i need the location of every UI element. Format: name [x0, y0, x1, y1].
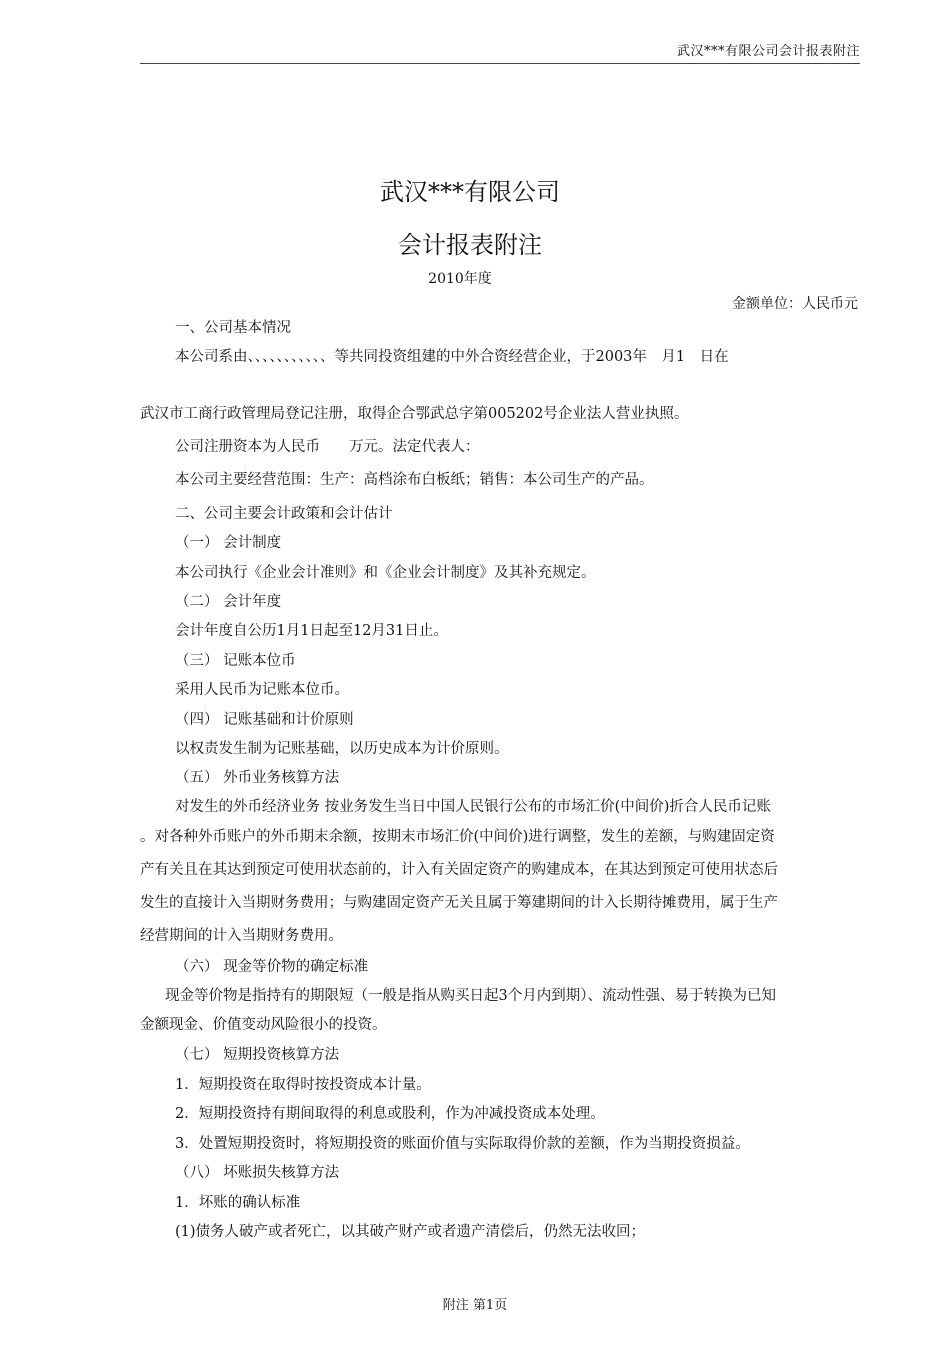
paragraph-line: 。对各种外币账户的外币期末余额，按期末市场汇价(中间价)进行调整，发生的差额，与购建固定资 — [140, 829, 775, 845]
paragraph-line: 本公司系由、、、、、、、、、、、等共同投资组建的中外合资经营企业，于2003年 月1 日在 — [175, 349, 729, 365]
paragraph-line: 金额现金、价值变动风险很小的投资。 — [140, 1017, 387, 1033]
running-header: 武汉***有限公司会计报表附注 — [676, 44, 860, 59]
list-item: 1．短期投资在取得时按投资成本计量。 — [175, 1077, 431, 1093]
document-title: 会计报表附注 — [398, 231, 542, 259]
paragraph-line: 本公司主要经营范围：生产：高档涂布白板纸；销售：本公司生产的产品。 — [175, 472, 654, 488]
paragraph-line: 对发生的外币经济业务 按业务发生当日中国人民银行公布的市场汇价(中间价)折合人民币记账 — [175, 799, 771, 815]
page-footer: 附注 第1页 — [442, 1298, 508, 1313]
company-title: 武汉***有限公司 — [380, 178, 560, 206]
header-rule — [140, 63, 860, 64]
subsection-heading: （四） 记账基础和计价原则 — [175, 712, 354, 728]
paragraph-line: 武汉市工商行政管理局登记注册，取得企合鄂武总字第005202号企业法人营业执照。 — [140, 406, 689, 422]
list-item: 3．处置短期投资时，将短期投资的账面价值与实际取得价款的差额，作为当期投资损益。 — [175, 1136, 750, 1152]
list-item: 1．坏账的确认标准 — [175, 1195, 301, 1211]
subsection-heading: （二） 会计年度 — [175, 594, 282, 610]
paragraph-line: 发生的直接计入当期财务费用；与购建固定资产无关且属于筹建期间的计入长期待摊费用，属于生产 — [140, 895, 778, 911]
fiscal-year: 2010年度 — [428, 271, 492, 287]
section-heading: 一、公司基本情况 — [175, 320, 291, 336]
currency-unit: 金额单位：人民币元 — [732, 296, 858, 312]
paragraph-line: 产有关且在其达到预定可使用状态前的，计入有关固定资产的购建成本，在其达到预定可使用状态后 — [140, 862, 778, 878]
section-heading: 二、公司主要会计政策和会计估计 — [175, 506, 393, 522]
paragraph-line: 会计年度自公历1月1日起至12月31日止。 — [175, 623, 448, 639]
subsection-heading: （八） 坏账损失核算方法 — [175, 1165, 340, 1181]
subsection-heading: （五） 外币业务核算方法 — [175, 770, 340, 786]
list-item: 2．短期投资持有期间取得的利息或股利，作为冲减投资成本处理。 — [175, 1106, 605, 1122]
subsection-heading: （七） 短期投资核算方法 — [175, 1047, 340, 1063]
subsection-heading: （一） 会计制度 — [175, 535, 282, 551]
list-item: (1)债务人破产或者死亡，以其破产财产或者遗产清偿后，仍然无法收回； — [175, 1224, 646, 1240]
subsection-heading: （六） 现金等价物的确定标准 — [175, 959, 369, 975]
paragraph-line: 本公司执行《企业会计准则》和《企业会计制度》及其补充规定。 — [175, 565, 596, 581]
paragraph-line: 经营期间的计入当期财务费用。 — [140, 928, 343, 944]
paragraph-line: 现金等价物是指持有的期限短（一般是指从购买日起3个月内到期）、流动性强、易于转换为已知 — [165, 988, 776, 1004]
paragraph-line: 以权责发生制为记账基础，以历史成本为计价原则。 — [175, 741, 509, 757]
paragraph-line: 公司注册资本为人民币 万元。法定代表人： — [175, 439, 480, 455]
subsection-heading: （三） 记账本位币 — [175, 653, 296, 669]
paragraph-line: 采用人民币为记账本位币。 — [175, 682, 349, 698]
